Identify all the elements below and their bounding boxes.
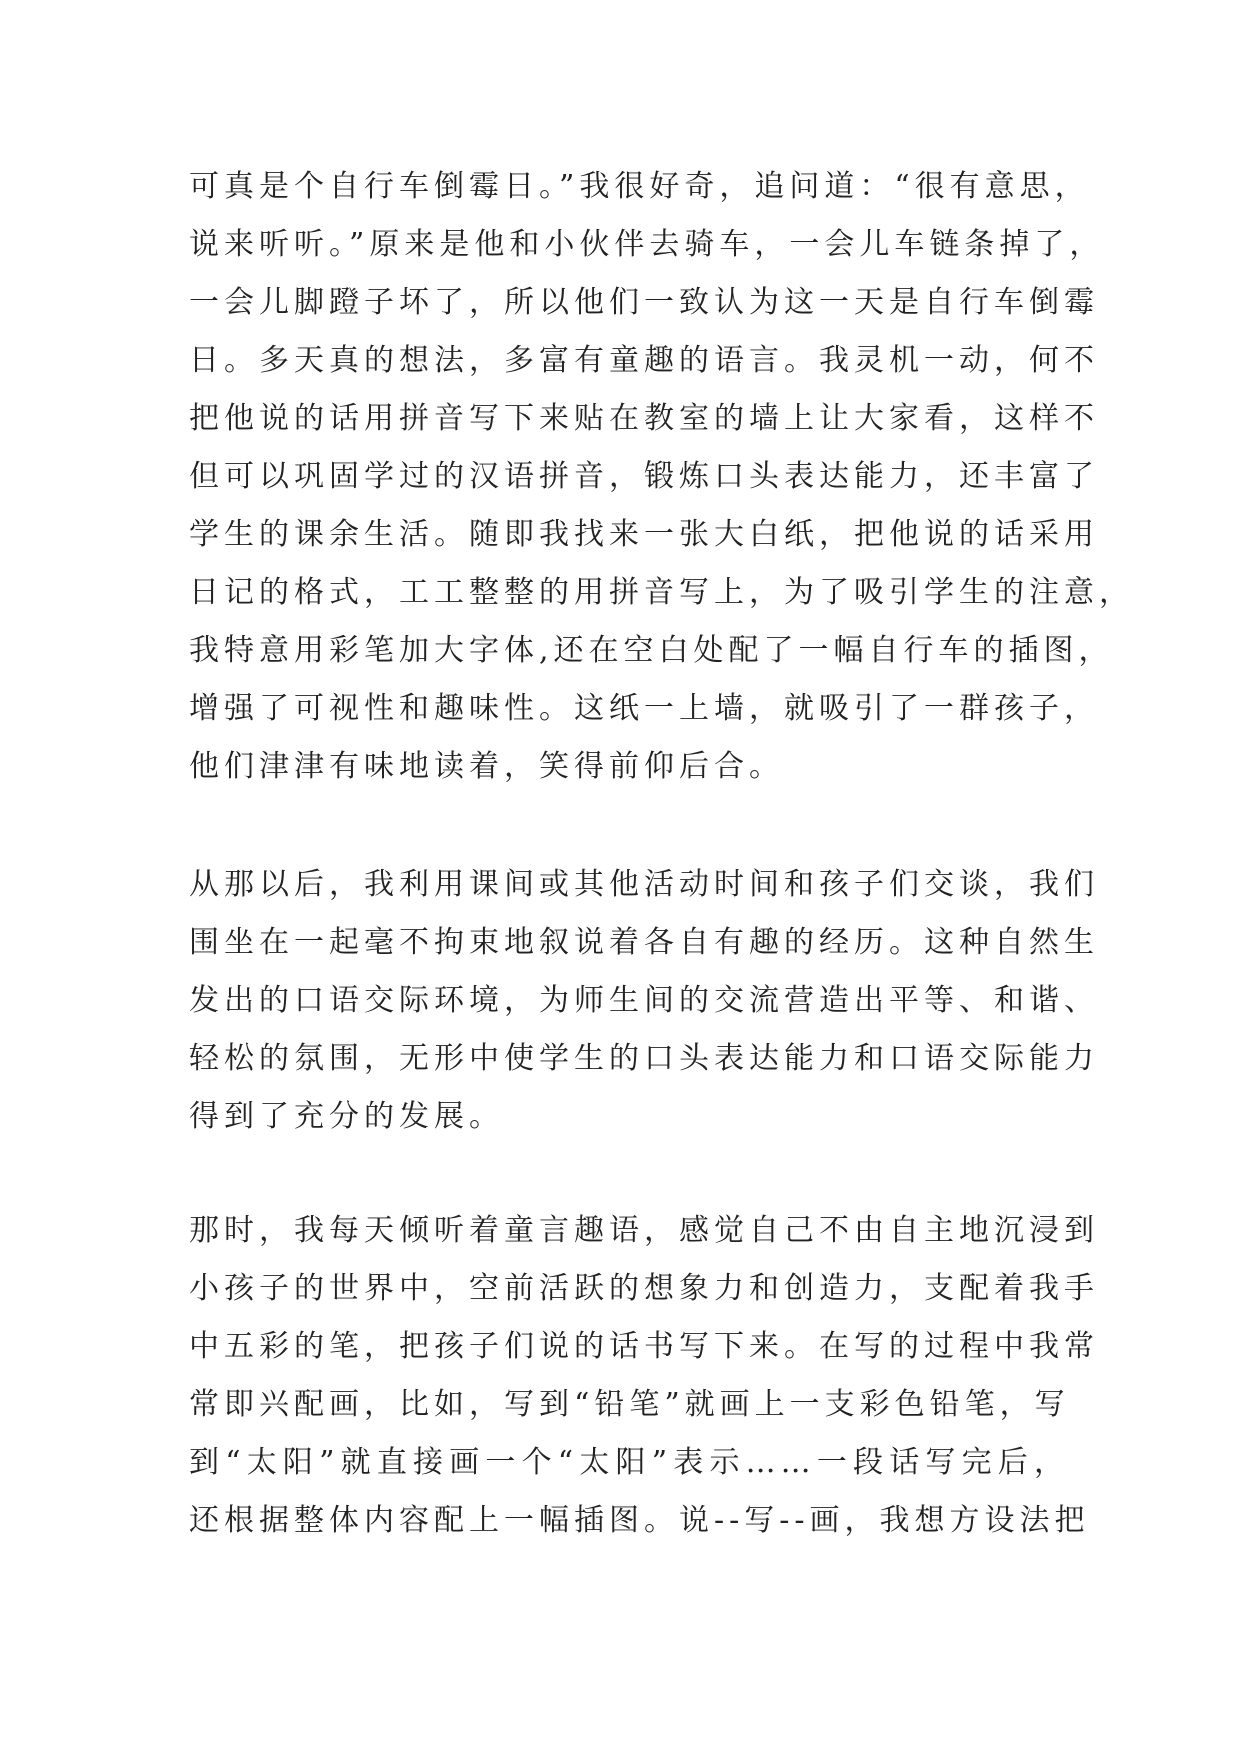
- text-line: 轻松的氛围，无形中使学生的口头表达能力和口语交际能力: [189, 1041, 1099, 1076]
- text-line: 说来听听。”原来是他和小伙伴去骑车，一会儿车链条掉了，: [189, 227, 1105, 262]
- text-line: 得到了充分的发展。: [189, 1099, 504, 1134]
- text-line: 那时，我每天倾听着童言趣语，感觉自己不由自主地沉浸到: [189, 1213, 1099, 1248]
- text-line: 围坐在一起毫不拘束地叙说着各自有趣的经历。这种自然生: [189, 925, 1099, 960]
- paragraph-2: [189, 856, 1099, 1146]
- paragraph-1: [189, 158, 1134, 796]
- text-line: 日记的格式，工工整整的用拼音写上，为了吸引学生的注意，: [189, 575, 1134, 610]
- text-line: 中五彩的笔，把孩子们说的话书写下来。在写的过程中我常: [189, 1329, 1099, 1364]
- text-line: 学生的课余生活。随即我找来一张大白纸，把他说的话采用: [189, 517, 1099, 552]
- text-line: 小孩子的世界中，空前活跃的想象力和创造力，支配着我手: [189, 1271, 1099, 1306]
- text-line: 但可以巩固学过的汉语拼音，锻炼口头表达能力，还丰富了: [189, 459, 1099, 494]
- text-line: 常即兴配画，比如，写到“铅笔”就画上一支彩色铅笔，写: [189, 1387, 1070, 1422]
- text-line: 发出的口语交际环境，为师生间的交流营造出平等、和谐、: [189, 983, 1099, 1018]
- text-line: 从那以后，我利用课间或其他活动时间和孩子们交谈，我们: [189, 867, 1099, 902]
- text-line: 增强了可视性和趣味性。这纸一上墙，就吸引了一群孩子，: [189, 691, 1099, 726]
- text-line: 日。多天真的想法，多富有童趣的语言。我灵机一动，何不: [189, 343, 1099, 378]
- text-line: 还根据整体内容配上一幅插图。说--写--画，我想方设法把: [189, 1503, 1090, 1538]
- text-line: 把他说的话用拼音写下来贴在教室的墙上让大家看，这样不: [189, 401, 1099, 436]
- text-line: 他们津津有味地读着，笑得前仰后合。: [189, 749, 784, 784]
- text-line: 到“太阳”就直接画一个“太阳”表示……一段话写完后，: [189, 1445, 1069, 1480]
- paragraph-3: [189, 1202, 1099, 1550]
- text-line: 一会儿脚蹬子坏了，所以他们一致认为这一天是自行车倒霉: [189, 285, 1099, 320]
- text-line: 我特意用彩笔加大字体,还在空白处配了一幅自行车的插图，: [189, 633, 1114, 668]
- text-line: 可真是个自行车倒霉日。”我很好奇，追问道：“很有意思，: [189, 169, 1090, 204]
